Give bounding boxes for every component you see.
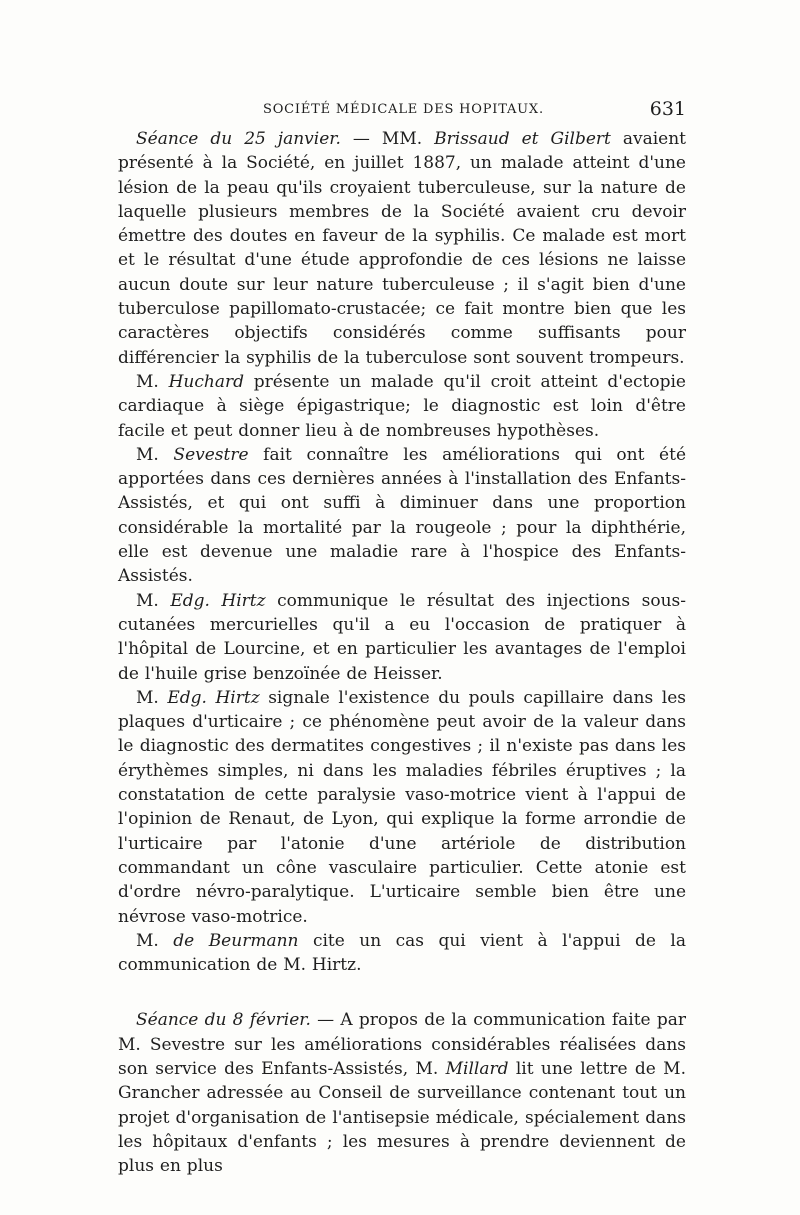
text-run: cite un cas qui vient à l'appui de la communication de M. Hirtz. — [118, 930, 686, 976]
text-run: — A propos de la communication faite par M. Sevestre sur les améliorations considérables réalisées dans son service des Enfants-Assistés, M. — [118, 1010, 686, 1079]
author-names: Huchard — [168, 371, 244, 392]
paragraph-de-beurmann — [118, 929, 686, 978]
author-names: Sevestre — [173, 444, 249, 465]
text-run: fait connaître les améliorations qui ont été apportées dans ces dernières années à l'installation des Enfants-Assistés, et qui ont suffi à diminuer dans une proportion considérable la mortalité par la rougeole ; pour la diphthérie, elle est devenue une maladie rare à l'hospice des Enfants-Assistés. — [118, 444, 687, 587]
text-run: M. — [136, 930, 174, 951]
text-run: — MM. — [340, 129, 435, 149]
body-text — [118, 127, 686, 1178]
session-february-8 — [118, 1008, 686, 1178]
session-january-25 — [118, 127, 686, 977]
author-names: Edg. Hirtz — [167, 687, 260, 708]
author-names: Brissaud et Gilbert — [434, 129, 611, 149]
text-run: communique le résultat des injections sous-cutanées mercurielles qu'il a eu l'occasion de pratiquer à l'hôpital de Lourcine, et en particulier les avantages de l'emploi de l'huile grise benzoïnée de Heisser. — [118, 590, 686, 684]
paragraph-sevestre — [118, 443, 686, 589]
text-run: M. — [136, 444, 174, 465]
text-run: signale l'existence du pouls capillaire dans les plaques d'urticaire ; ce phénomène peut avoir de la valeur dans le diagnostic des dermatites congestives ; il n'existe pas dans les érythèmes simples, ni dans les maladies fébriles éruptives ; la constatation de cette paralysie vaso-motrice vient à l'appui de l'opinion de Renaut, de Lyon, qui explique la forme arrondie de l'urticaire par l'atonie d'une artériole de distribution commandant un cône vasculaire particulier. Cette atonie est d'ordre névro-paralytique. L'urticaire semble bien être une névrose vaso-motrice. — [118, 687, 686, 927]
text-run: présente un malade qu'il croit atteint d'ectopie cardiaque à siège épigastrique; le diagnostic est loin d'être facile et peut donner lieu à de nombreuses hypothèses. — [118, 371, 686, 441]
paragraph-brissaud-gilbert — [118, 127, 686, 370]
page-number: 631 — [649, 98, 686, 120]
paragraph-hirtz-urticaire — [118, 686, 686, 929]
session-date: Séance du 8 février. — [136, 1010, 311, 1031]
page-header — [118, 100, 686, 128]
author-names: de Beurmann — [173, 930, 299, 951]
section-divider — [118, 977, 686, 1008]
text-run: lit une lettre de M. Grancher adressée au Conseil de surveillance contenant tout un projet d'organisation de l'antisepsie médicale, spécialement dans les hôpitaux d'enfants ; les mesures à prendre deviennent de plus en plus — [118, 1058, 686, 1177]
session-date: Séance du 25 janvier. — [136, 129, 341, 149]
author-names: Edg. Hirtz — [170, 590, 266, 611]
text-run: M. — [136, 687, 168, 708]
text-run: M. — [136, 590, 171, 611]
paragraph-millard — [118, 1008, 686, 1178]
author-names: Millard — [445, 1058, 509, 1079]
text-run: avaient présenté à la Société, en juillet 1887, un malade atteint d'une lésion de la peau qu'ils croyaient tuberculeuse, sur la nature de laquelle plusieurs membres de la Société avaient cru devoir émettre des doutes en faveur de la syphilis. Ce malade est mort et le résultat d'une étude approfondie de ces lésions ne laisse aucun doute sur leur nature tuberculeuse ; il s'agit bien d'une tuberculose papillomato-crustacée; ce fait montre bien que les caractères objectifs considérés comme suffisants pour différencier la syphilis de la tuberculose sont souvent trompeurs. — [118, 129, 686, 368]
text-run: M. — [136, 371, 169, 392]
paragraph-huchard — [118, 370, 686, 443]
running-title: SOCIÉTÉ MÉDICALE DES HOPITAUX. — [263, 102, 544, 117]
paragraph-hirtz-injections — [118, 589, 686, 686]
